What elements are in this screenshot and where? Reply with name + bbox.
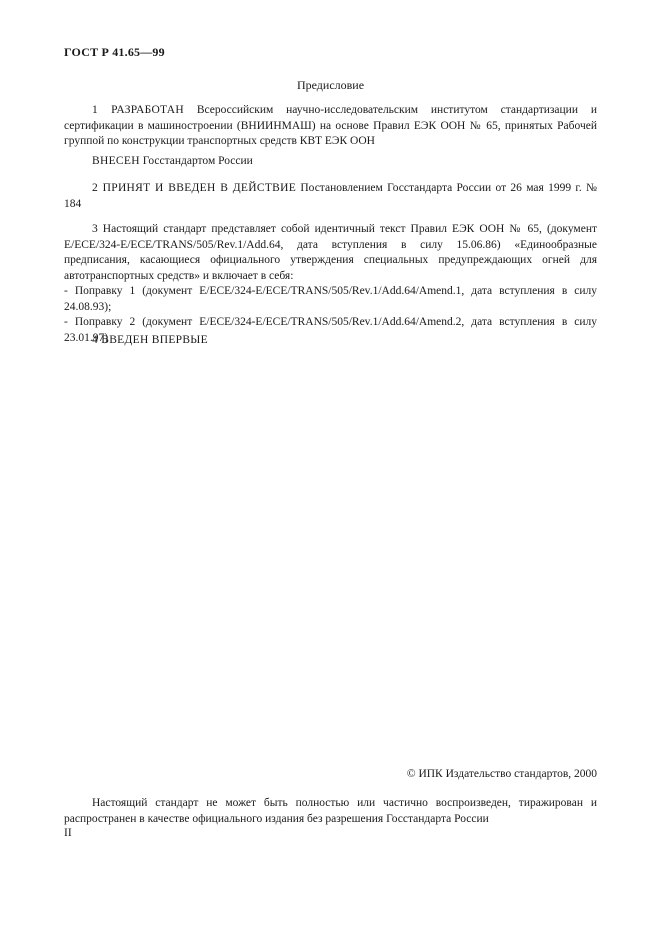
paragraph-introduced <box>64 154 597 170</box>
reproduction-notice-text: Настоящий стандарт не может быть полностью или частично воспроизведен, тиражирован и распространен в качестве официального издания без разрешения Госстандарта России <box>64 797 597 825</box>
section-title: Предисловие <box>296 78 365 92</box>
paragraph-lead: ВНЕСЕН <box>92 155 140 167</box>
paragraph-lead: 2 ПРИНЯТ И ВВЕДЕН В ДЕЙСТВИЕ <box>92 182 297 194</box>
copyright-notice: © ИПК Издательство стандартов, 2000 <box>406 768 597 780</box>
paragraph-adopted <box>64 181 597 212</box>
paragraph-lead: 1 РАЗРАБОТАН <box>92 104 185 116</box>
paragraph-first-introduced <box>64 333 597 349</box>
paragraph-text: 4 ВВЕДЕН ВПЕРВЫЕ <box>92 334 208 346</box>
paragraph-text: Всероссийским научно-исследовательским институтом стандартизации и сертификации в машиностроении (ВНИИНМАШ) на основе Правил ЕЭК ООН № 65, принятых Рабочей группой по конструкции транспортных средств КВТ ЕЭК ООН <box>64 104 597 147</box>
amendment-item: - Поправку 1 (документ E/ECE/324-E/ECE/TRANS/505/Rev.1/Add.64/Amend.1, дата вступления в силу 24.08.93); <box>64 285 597 313</box>
paragraph-text: Постановлением Госстандарта России от 26 мая 1999 г. № 184 <box>64 182 597 210</box>
reproduction-notice <box>64 795 597 827</box>
paragraph-text: Госстандартом России <box>139 155 253 167</box>
paragraph-text: 3 Настоящий стандарт представляет собой идентичный текст Правил ЕЭК ООН № 65, (документ E/ECE/324-E/ECE/TRANS/505/Rev.1/Add.64, дата вступления в силу 15.06.86) «Единообразные предписания, касающиеся официального утверждения специальных предупреждающих огней для автотранспортных средств» и включает в себя: <box>64 223 597 282</box>
amendment-item: - Поправку 2 (документ E/ECE/324-E/ECE/TRANS/505/Rev.1/Add.64/Amend.2, дата вступления в силу 23.01.97) <box>64 316 597 344</box>
page-number: II <box>64 827 72 839</box>
paragraph-identical-text <box>64 222 597 284</box>
document-code: ГОСТ Р 41.65—99 <box>64 45 165 59</box>
paragraph-developed <box>64 103 597 150</box>
